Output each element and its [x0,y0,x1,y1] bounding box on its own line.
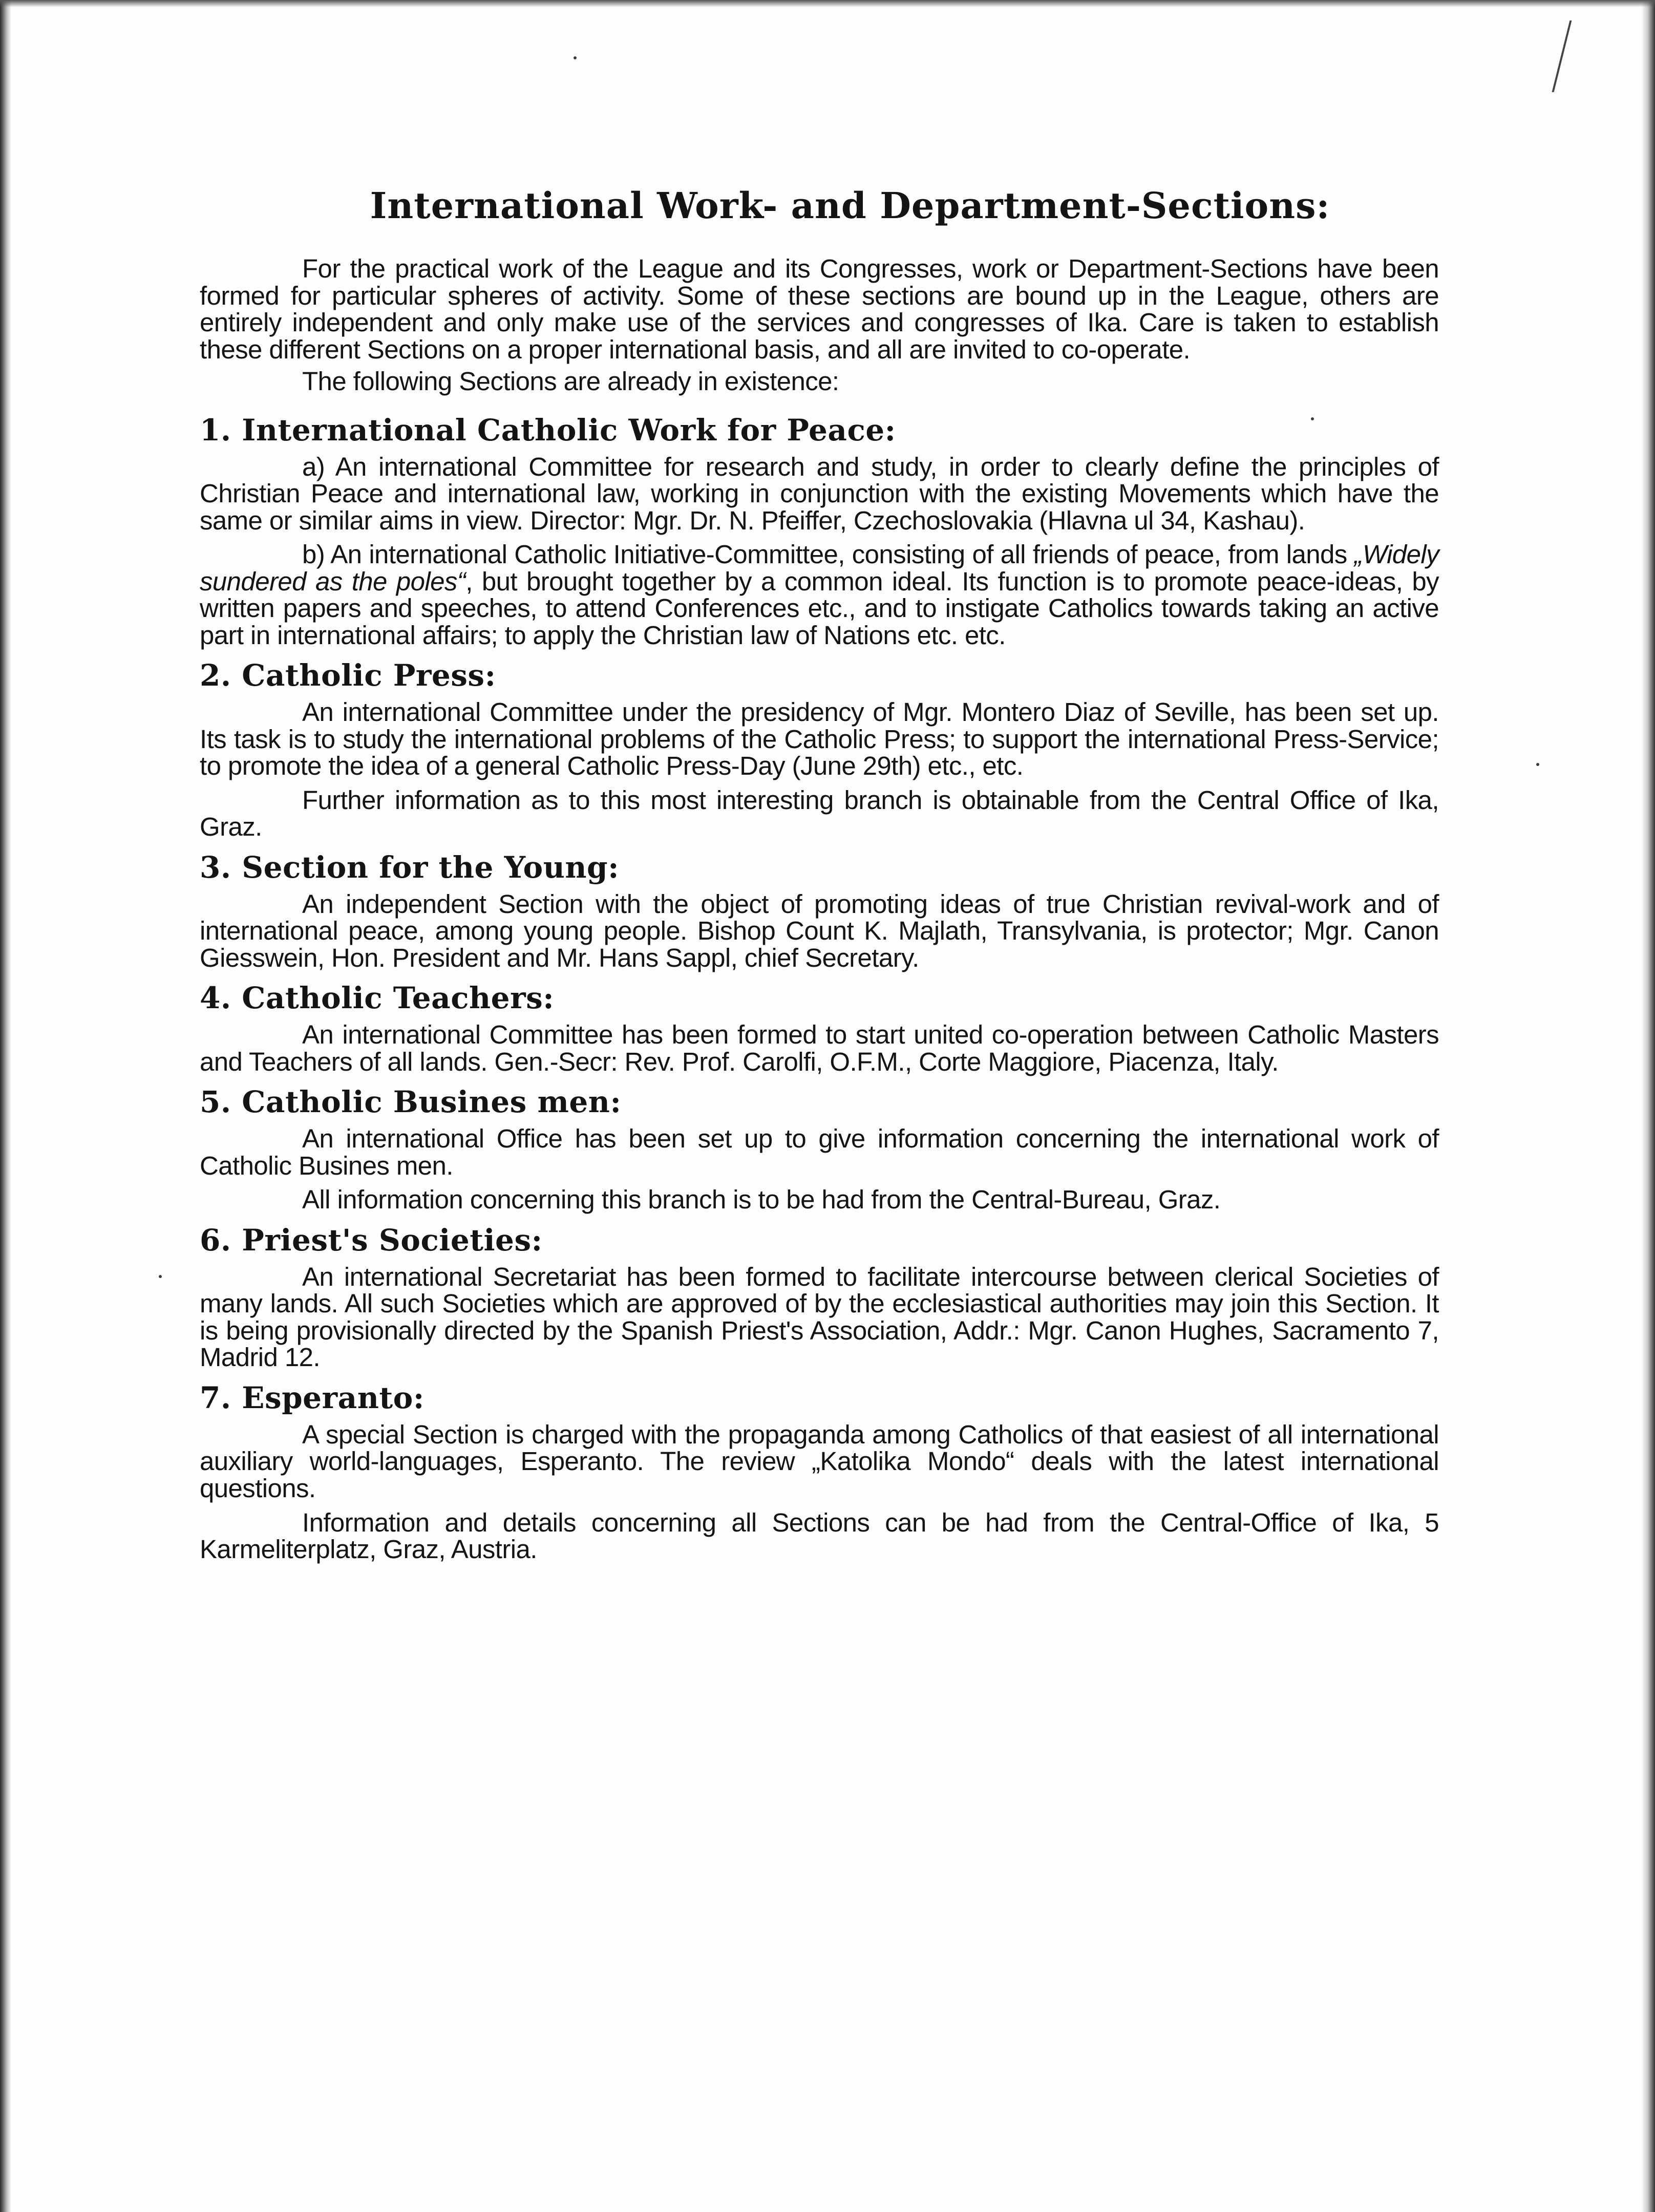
section-paragraph: An independent Section with the object of promoting ideas of true Christian revival-work and of international peace, among young people. Bishop Count K. Majlath, Transylvania, is protector; Mgr. Canon Giesswein, Hon. President and Mr. Hans Sappl, chief Secretary. [200,889,1439,972]
section-heading: 7. Esperanto: [200,1380,425,1415]
section-paragraph: Information and details concerning all Sections can be had from the Central-Office of Ika, 5 Karmeliterplatz, Graz, Austria. [200,1507,1439,1564]
section-paragraph: An international Committee under the presidency of Mgr. Montero Diaz of Seville, has been set up. Its task is to study the international problems of the Catholic Press; to support the international Press-Service; to promote the idea of a general Catholic Press-Day (June 29th) etc., etc. [200,697,1439,781]
section-teachers [200,981,1439,1075]
intro [200,256,1439,395]
scan-edge-right [1642,0,1655,2212]
section-young [200,850,1439,972]
section-priests [200,1223,1439,1371]
text-run: , but brought together by a common ideal. Its function is to promote peace-ideas, by written papers and speeches, to attend Conferences etc., and to instigate Catholics towards taking an active part in international affairs; to apply the Christian law of Nations etc. etc. [200,566,1439,650]
scan-edge-left [0,0,11,2212]
intro-paragraph: For the practical work of the League and its Congresses, work or Department-Sections have been formed for particular spheres of activity. Some of these sections are bound up in the League, others are entirely independent and only make use of the services and congresses of Ika. Care is taken to establish these different Sections on a proper international basis, and all are invited to co-operate. [200,254,1439,364]
section-heading: 6. Priest's Societies: [200,1222,543,1258]
section-heading: 4. Catholic Teachers: [200,981,555,1016]
intro-lead: The following Sections are already in existence: [302,367,839,396]
section-heading: 5. Catholic Busines men: [200,1084,622,1120]
section-paragraph: An international Committee has been formed to start united co-operation between Catholic Masters and Teachers of all lands. Gen.-Secr: Rev. Prof. Carolfi, O.F.M., Corte Maggiore, Piacenza, Italy. [200,1020,1439,1076]
scan-edge-top [0,0,1655,7]
section-paragraph: An international Office has been set up to give information concerning the international work of Catholic Busines men. [200,1124,1439,1180]
section-paragraph: a) An international Committee for research and study, in order to clearly define the principles of Christian Peace and international law, working in conjunction with the existing Movements which have the same or similar aims in view. Director: Mgr. Dr. N. Pfeiffer, Czechoslovakia (Hlavna ul 34, Kashau). [200,452,1439,535]
scan-speck [1536,763,1539,766]
section-business [200,1084,1439,1214]
document-body [200,184,1439,1563]
section-heading: 1. International Catholic Work for Peace: [200,412,896,448]
section-paragraph: An international Secretariat has been formed to facilitate intercourse between clerical Societies of many lands. All such Societies which are approved of by the ecclesiastical authorities may join this Section. It is being provisionally directed by the Spanish Priest's Association, Addr.: Mgr. Canon Hughes, Sacramento 7, Madrid 12. [200,1262,1439,1372]
scan-mark [1552,20,1603,92]
text-run: b) An international Catholic Initiative-Committee, consisting of all friends of peace, from lands [302,540,1347,569]
section-paragraph [200,541,1439,649]
section-peace [200,413,1439,649]
section-paragraph: A special Section is charged with the propaganda among Catholics of that easiest of all international auxiliary world-languages, Esperanto. The review „Katolika Mondo“ deals with the latest international questions. [200,1419,1439,1503]
section-esperanto [200,1380,1439,1563]
italic-phrase: „Widely sundered as the poles“ [200,540,1439,596]
scan-speck [159,1275,162,1278]
section-heading: 3. Section for the Young: [200,849,620,885]
section-heading: 2. Catholic Press: [200,658,496,693]
scan-speck [574,56,577,59]
section-paragraph: Further information as to this most interesting branch is obtainable from the Central Office of Ika, Graz. [200,785,1439,842]
document-title: International Work- and Department-Sections: [370,184,1330,227]
section-press [200,658,1439,841]
section-paragraph: All information concerning this branch is to be had from the Central-Bureau, Graz. [302,1185,1221,1215]
